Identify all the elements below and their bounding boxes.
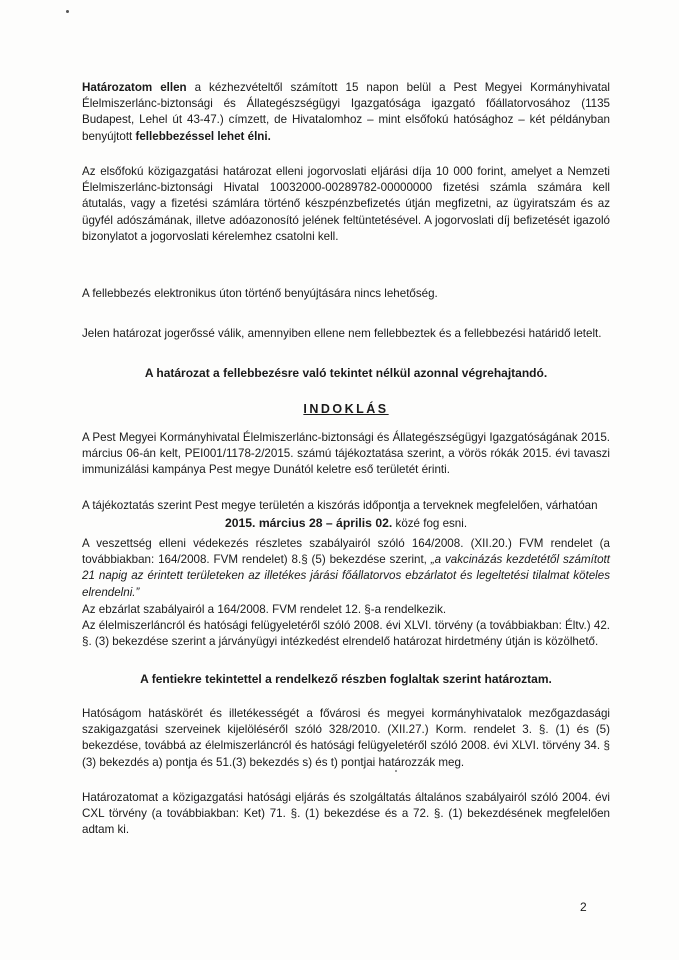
conclusion-statement: A fentiekre tekintettel a rendelkező részben foglaltak szerint határoztam. (140, 672, 552, 686)
appeal-text: a kézhezvételtől számított 15 napon belül a Pest Megyei Kormányhivatal Élelmiszerlánc-biztonsági és Állategészségügyi Igazgatósága igazgató főállatorvosához (1135 Budapest, Lehel út 43-47.) címzett, de Hivatalomhoz – mint elsőfokú hatósághoz – két példányban benyújtott (82, 81, 610, 143)
reason-paragraph-1: A Pest Megyei Kormányhivatal Élelmiszerlánc-biztonsági és Állategészségügyi Igazgatóságának 2015. március 06-án kelt, PEI001/1178-2/2015. számú tájékoztatása szerint, a vörös rókák 2015. évi tavaszi immunizálási kampánya Pest megye Dunától keletre eső területét érinti. (82, 431, 610, 477)
reason-paragraph-3 (82, 536, 610, 601)
competence-paragraph: Hatóságom hatáskörét és illetékességét a fővárosi és megyei kormányhivatalok mezőgazdasági szakigazgatási szerveinek kijelöléséről szóló 328/2010. (XII.27.) Korm. rendelet 3. §. (1) és (5) bekezdése, továbbá az élelmiszerláncról és hatósági felügyeletéről szóló 2008. évi XLVI. törvény 34. § (3) bekezdés a) pontja és 51.(3) bekezdés s) és t) pontjai határozzák meg. (82, 707, 610, 769)
fee-paragraph: Az elsőfokú közigazgatási határozat elleni jogorvoslati eljárási díja 10 000 forint, amelyet a Nemzeti Élelmiszerlánc-biztonsági Hivatal 10032000-00289782-00000000 fizetési számla számára kell átutalás, vagy a fizetési számlára történő készpénzbefizetés útján megfizetni, az ügyiratszám és az ügyfél adószámának, illetve adóazonosító jelének feltüntetésével. A jogorvoslati díj befizetését igazoló bizonylatot a jogorvoslati kérelemhez csatolni kell. (82, 165, 610, 243)
legal-basis-paragraph: Határozatomat a közigazgatási hatósági eljárás és szolgáltatás általános szabályairól szóló 2004. évi CXL törvény (a továbbiakban: Ket) 71. §. (1) bekezdése és a 72. §. (1) bekezdésének megfelelően adtam ki. (82, 791, 610, 837)
reason-paragraph-5: Az élelmiszerláncról és hatósági felügyeletéről szóló 2008. évi XLVI. törvény (a továbbiakban: Éltv.) 42. §. (3) bekezdése szerint a járványügyi intézkedést elrendelő határozat hirdetmény útján is közölhető. (82, 619, 610, 649)
enforcement-statement: A határozat a fellebbezésre való tekintet nélkül azonnal végrehajtandó. (144, 366, 548, 380)
date-range-tail: közé fog esni. (392, 517, 468, 530)
scan-mark (66, 10, 69, 13)
appeal-lead: Határozatom ellen (82, 81, 187, 94)
appeal-tail: fellebbezéssel lehet élni. (135, 129, 271, 143)
page-number: 2 (580, 900, 587, 914)
reason-paragraph-4: Az ebzárlat szabályairól a 164/2008. FVM rendelet 12. §-a rendelkezik. (82, 603, 447, 616)
date-range: 2015. március 28 – április 02. (224, 516, 393, 530)
indoklas-heading: INDOKLÁS (303, 402, 389, 416)
reason-paragraph-2: A tájékoztatás szerint Pest megye területén a kiszórás időpontja a terveknek megfelelően, várhatóan (82, 499, 598, 512)
date-range-line (82, 516, 610, 530)
appeal-paragraph (82, 80, 610, 145)
reason3-quote: „a vakcinázás kezdetétől számított 21 napig az érintett területeken az illetékes járási főállatorvos ebzárlatot és legeltetési tilalmat köteles elrendelni.” (82, 553, 610, 599)
reason3-text: A veszettség elleni védekezés részletes szabályairól szóló 164/2008. (XII.20.) FVM rendelet (a továbbiakban: 164/2008. FVM rendelet) 8.§ (5) bekezdése szerint, (82, 537, 610, 567)
scan-speck (395, 770, 397, 772)
finality-paragraph: Jelen határozat jogerőssé válik, amennyiben ellene nem fellebbeztek és a fellebbezési határidő letelt. (82, 327, 602, 340)
electronic-paragraph: A fellebbezés elektronikus úton történő benyújtására nincs lehetőség. (82, 287, 438, 300)
